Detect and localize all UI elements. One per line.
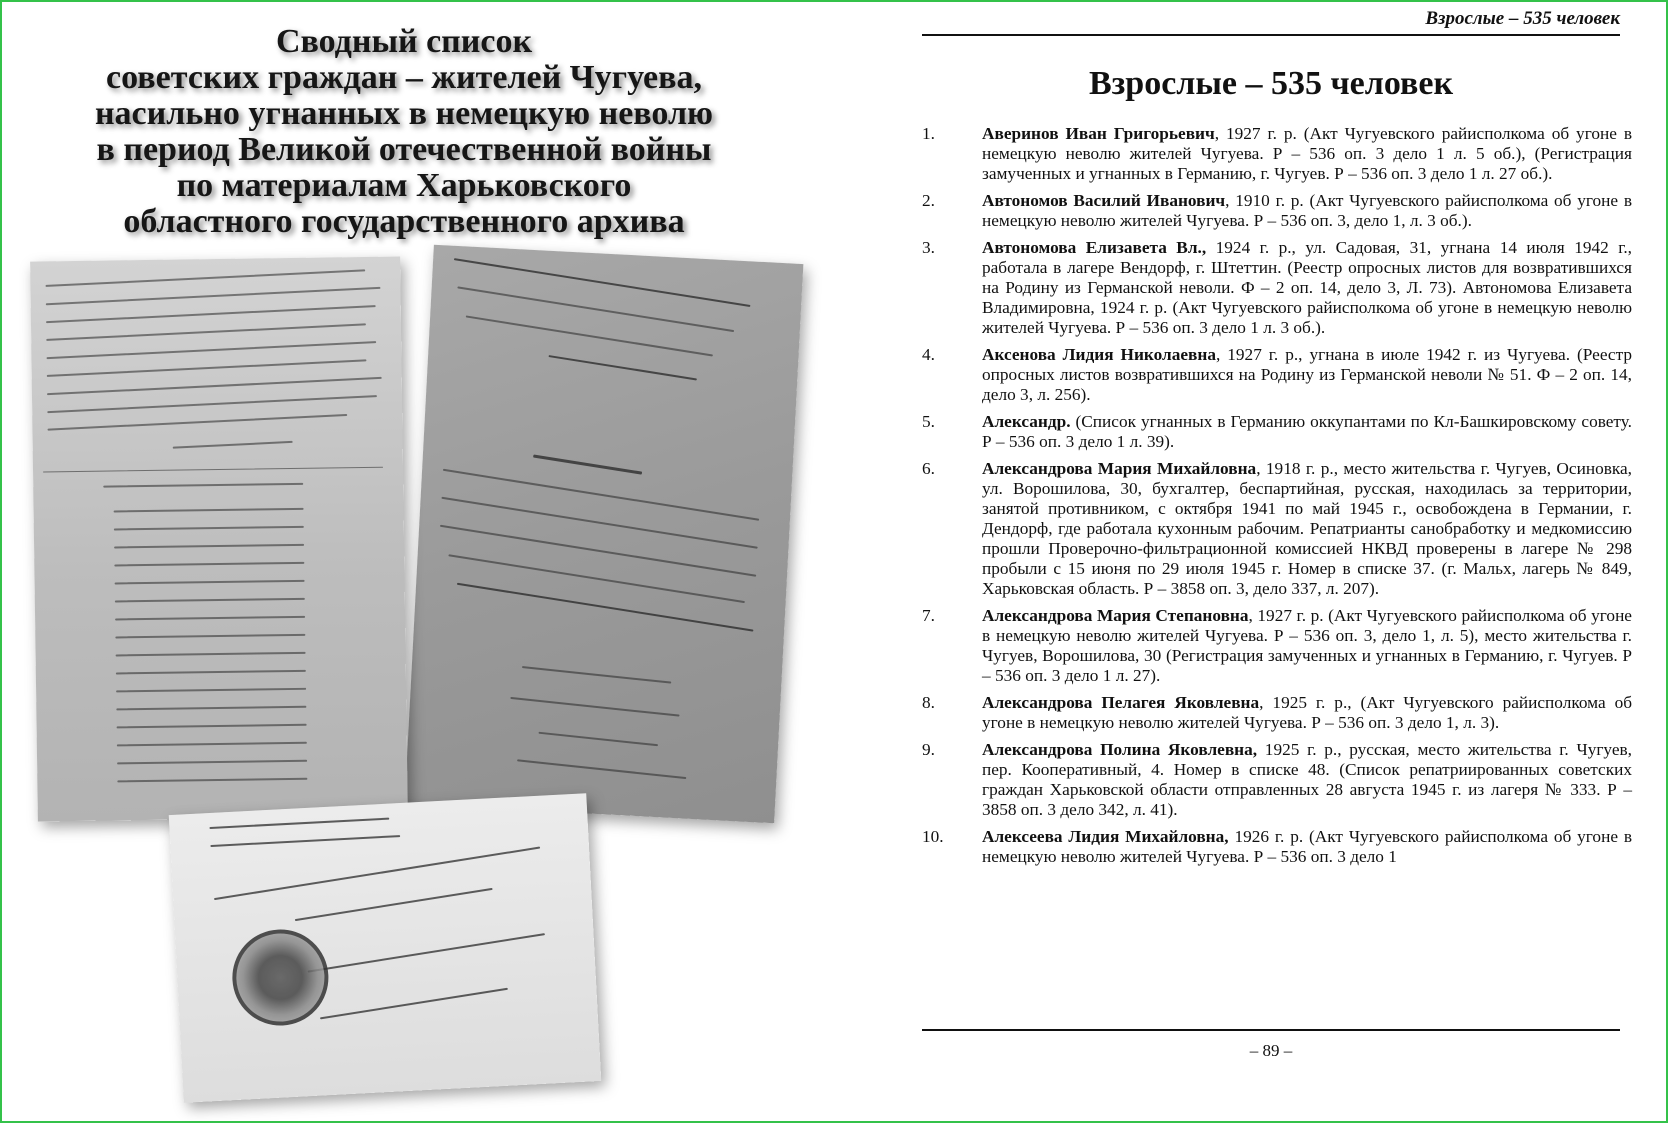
official-seal-icon [230, 927, 331, 1028]
list-item [922, 606, 1632, 686]
title-line: Сводный список [275, 23, 533, 60]
entry-list [922, 124, 1632, 874]
entry-name: Аверинов Иван Григорьевич [982, 124, 1215, 143]
list-item [922, 191, 1632, 231]
list-item [922, 740, 1632, 820]
entry-name: Автономов Василий Иванович [982, 191, 1226, 210]
page-number: – 89 – [1249, 1041, 1293, 1060]
entry-number: 7. [922, 606, 935, 625]
entry-text: , 1927 г. р. (Акт Чугуевского райисполкома об угоне в немецкую неволю жителей Чугуева. Р – 536 оп. 3 дело 1 л. 5 об.), (Регистрация замученных и угнанных в Германию, г. Чугуев. Р – 536 оп. 3 дело 1 л. 27 об.). [982, 124, 1632, 183]
signed-summary-photo [169, 793, 601, 1102]
archive-cover-photo [405, 245, 804, 824]
title-line: насильно угнанных в немецкую неволю [94, 95, 714, 132]
entry-name: Александрова Полина Яковлевна, [982, 740, 1258, 759]
right-page [860, 4, 1650, 1119]
title-line: в период Великой отечественной войны [96, 131, 712, 168]
entry-name: Автономова Елизавета Вл., [982, 238, 1207, 257]
entry-name: Александрова Пелагея Яковлевна [982, 693, 1260, 712]
entry-number: 3. [922, 238, 935, 257]
entry-text: 1925 г. р., русская, место жительства г. Чугуев, пер. Кооперативный, 4. Номер в списке 48. (Список репатриированных советских граждан Харьковской области отправленных 28 августа 1945 г. из лагеря № 333. Р – 3858 оп. 3 дело 342, л. 41). [982, 740, 1632, 819]
handwritten-list-photo [30, 256, 408, 821]
running-header: Взрослые – 535 человек [1425, 8, 1620, 29]
list-item [922, 124, 1632, 184]
entry-name: Александрова Мария Михайловна [982, 459, 1257, 478]
header-rule [922, 34, 1620, 36]
entry-name: Александрова Мария Степановна [982, 606, 1249, 625]
entry-name: Александр. [982, 412, 1071, 431]
entry-number: 10. [922, 827, 944, 846]
list-item [922, 827, 1632, 867]
entry-number: 9. [922, 740, 935, 759]
title-line: по материалам Харьковского [176, 167, 632, 204]
title-line: советских граждан – жителей Чугуева, [106, 59, 702, 96]
entry-text: 1924 г. р., ул. Садовая, 31, угнана 14 июля 1942 г., работала в лагере Вендорф, г. Штеттин. (Реестр опросных листов для возвратившихся на Родину из Германской неволи. Ф – 2 оп. 14, дело 3, Л. 73). Автономова Елизавета Владимировна, 1924 г. р. (Акт Чугуевского райисполкома об угоне в немецкую неволю жителей Чугуева. Р – 536 оп. 3 дело 1 л. 3 об.). [982, 238, 1633, 337]
entry-text: , 1910 г. р. (Акт Чугуевского райисполкома об угоне в немецкую неволю жителей Чугуева. Р – 536 оп. 3, дело 1, л. 3 об.). [982, 191, 1632, 230]
entry-text: , 1927 г. р., угнана в июле 1942 г. из Чугуева. (Реестр опросных листов возвратившихся на Родину из Германской неволи № 51. Ф – 2 оп. 14, дело 3, л. 256). [982, 345, 1632, 404]
list-item [922, 459, 1632, 599]
entry-number: 5. [922, 412, 935, 431]
footer-rule [922, 1029, 1620, 1031]
section-title: Взрослые – 535 человек [1088, 65, 1454, 102]
entry-number: 1. [922, 124, 935, 143]
entry-name: Алексеева Лидия Михайловна, [982, 827, 1229, 846]
title-line: областного государственного архива [123, 203, 685, 240]
list-item [922, 693, 1632, 733]
list-item [922, 412, 1632, 452]
entry-text: , 1925 г. р., (Акт Чугуевского райисполкома об угоне в немецкую неволю жителей Чугуева. Р – 536 оп. 3 дело 1, л. 3). [982, 693, 1633, 732]
entry-number: 2. [922, 191, 935, 210]
left-page-title [34, 24, 774, 240]
entry-text: (Список угнанных в Германию оккупантами по Кл-Башкировскому совету. Р – 536 оп. 3 дело 1 л. 39). [982, 412, 1632, 451]
entry-number: 4. [922, 345, 935, 364]
entry-number: 6. [922, 459, 935, 478]
left-page [4, 4, 804, 1119]
entry-number: 8. [922, 693, 935, 712]
list-item [922, 238, 1632, 338]
entry-text: , 1918 г. р., место жительства г. Чугуев, Осиновка, ул. Ворошилова, 30, бухгалтер, беспартийная, русская, находилась за территории, занятой противником, с октября 1941 по май 1945 г., освобождена в Германии, г. Дендорф, где работала кухонным рабочим. Репатрианты санобработку и медкомиссию прошли Проверочно-фильтрационной комиссией НКВД проверены в лагере № 298 пробыли с 15 июня по 29 июля 1945 г. Номер в списке 37. (г. Мальх, лагерь № 849, Харьковская область. Р – 3858 оп. 3, дело 337, л. 207). [982, 459, 1632, 598]
entry-text: , 1927 г. р. (Акт Чугуевского райисполкома об угоне в немецкую неволю жителей Чугуева. Р – 536 оп. 3, дело 1, л. 5), место жительства г. Чугуев, Ворошилова, 30 (Регистрация замученных и угнанных в Германию, г. Чугуев. Р – 536 оп. 3 дело 1 л. 27). [982, 606, 1632, 685]
entry-name: Аксенова Лидия Николаевна [982, 345, 1216, 364]
list-item [922, 345, 1632, 405]
entry-text: 1926 г. р. (Акт Чугуевского райисполкома об угоне в немецкую неволю жителей Чугуева. Р – 536 оп. 3 дело 1 [982, 827, 1633, 866]
